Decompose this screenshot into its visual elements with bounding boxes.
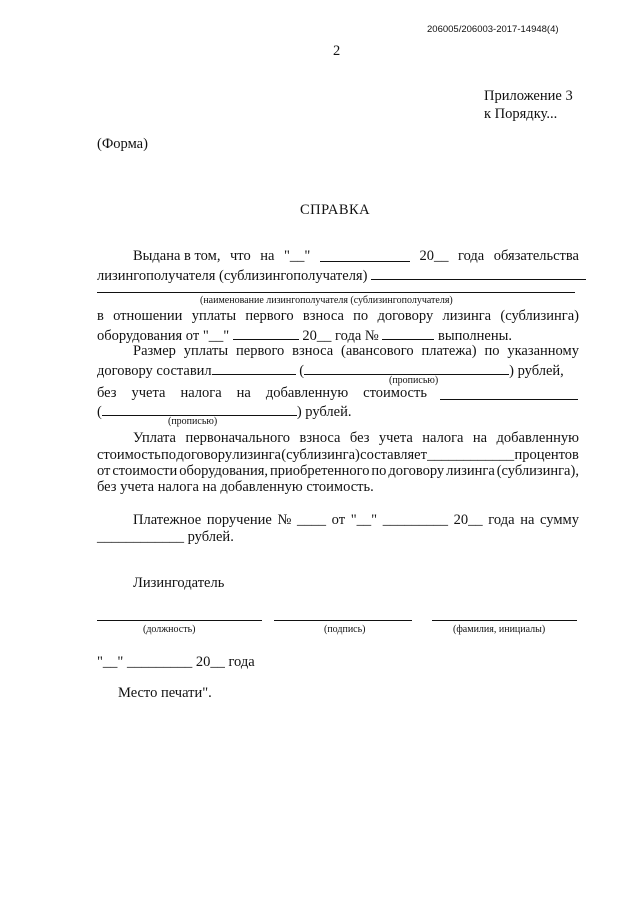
document-code: 206005/206003-2017-14948(4) (427, 24, 559, 35)
appendix-line-1: Приложение 3 (484, 88, 573, 104)
without-vat-amount-line: ( ) рублей. (97, 404, 352, 420)
document-title: СПРАВКА (300, 202, 371, 218)
date-line: "__" _________ 20__ года (97, 654, 255, 670)
lessee-name-underline (97, 292, 575, 293)
initial-payment-line-4: без учета налога на добавленную стоимость. (97, 479, 374, 495)
first-payment-line: Размер уплаты первого взноса (авансового платежа) по указанному (133, 343, 579, 359)
position-caption: (должность) (143, 624, 196, 635)
in-words-caption-1: (прописью) (389, 375, 439, 386)
in-words-caption-2: (прописью) (168, 416, 218, 427)
page-number: 2 (333, 43, 341, 59)
position-underline (97, 620, 262, 621)
issued-line: Выдана в том, что на "__" 20__ года обязательства (133, 248, 579, 264)
initial-payment-line-3: от стоимости оборудования, приобретенного по договору лизинга (сублизинга), (97, 463, 579, 479)
appendix-line-2: к Порядку... (484, 106, 558, 122)
signature-underline (274, 620, 412, 621)
lessee-line: лизингополучателя (сублизингополучателя) (97, 266, 586, 285)
name-caption: (фамилия, инициалы) (453, 624, 546, 635)
stamp-place: Место печати". (118, 685, 212, 701)
payment-order-amount: ____________ рублей. (97, 529, 234, 545)
lessor-label: Лизингодатель (133, 575, 225, 591)
form-label: (Форма) (97, 136, 148, 152)
payment-order-line: Платежное поручение № ____ от "__" _________ 20__ года на сумму (133, 512, 579, 528)
without-vat-underline (440, 399, 578, 400)
initial-payment-line-2: стоимость по договору лизинга (сублизинга) составляет ____________ процентов (97, 447, 579, 463)
equipment-line: оборудования от "__" 20__ года № выполнены. (97, 328, 512, 344)
signature-caption: (подпись) (324, 624, 366, 635)
without-vat-line: без учета налога на добавленную стоимость (97, 385, 427, 401)
contract-amount-line: договору составил ( ) рублей, (97, 363, 564, 379)
payment-contract-line: в отношении уплаты первого взноса по договору лизинга (сублизинга) (97, 308, 579, 324)
name-underline (432, 620, 577, 621)
lessee-name-caption: (наименование лизингополучателя (сублизингополучателя) (200, 295, 453, 306)
initial-payment-line-1: Уплата первоначального взноса без учета налога на добавленную (133, 430, 579, 446)
